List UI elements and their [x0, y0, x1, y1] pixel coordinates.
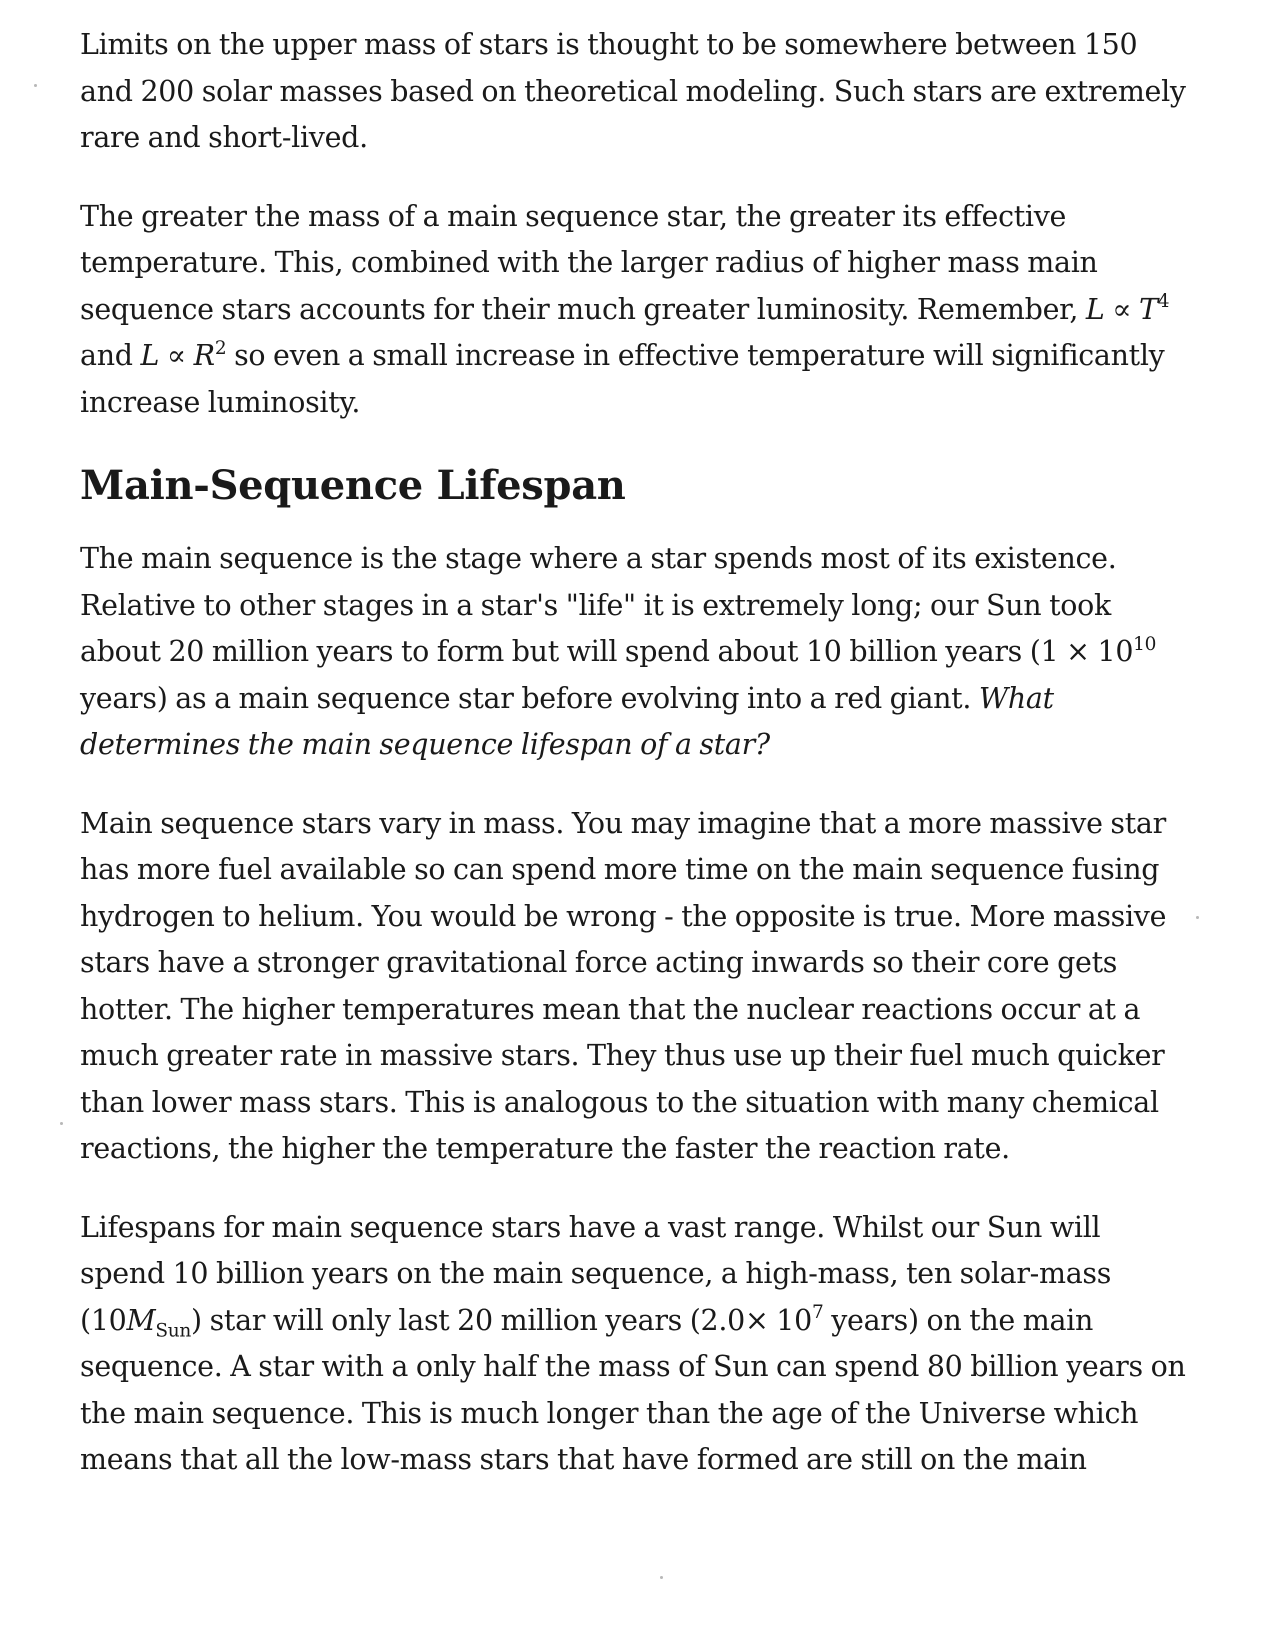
- temperature-exponent: 4: [1157, 291, 1170, 313]
- scan-speck: [1196, 916, 1199, 919]
- proportional-symbol: ∝: [1112, 292, 1132, 326]
- luminosity-symbol: L: [1085, 292, 1105, 326]
- radius-exponent: 2: [214, 337, 227, 359]
- lifespan-question: What determines the main sequence lifespan of a star?: [80, 681, 1054, 761]
- paragraph-mass-and-fuel: Main sequence stars vary in mass. You may imagine that a more massive star has more fuel available so can spend more time on the main sequence fusing hydrogen to helium. You would be wrong - the opposite is true. More massive stars have a stronger gravitational force acting inwards so their core gets hotter. The higher temperatures mean that the nuclear reactions occur at a much greater rate in massive stars. They thus use up their fuel much quicker than lower mass stars. This is analogous to the situation with many chemical reactions, the higher the temperature the faster the reaction rate.: [80, 806, 1167, 1165]
- radius-symbol: R: [193, 339, 215, 372]
- solar-mass-symbol: M: [126, 1303, 156, 1337]
- scan-speck: [660, 1576, 663, 1579]
- power-of-ten-exponent: 10: [1133, 633, 1157, 655]
- paragraph-lifespan-range: Lifespans for main sequence stars have a vast range. Whilst our Sun will spend 10 billion years on the main sequence, a high-mass, ten solar-mass $(10M_{Sun})$ star will only last 20 million years ($2.0\times 10^7$ years) on the main sequence. A star with a only half the mass of Sun can spend 80 billion years on the main sequence. This is much longer than the age of the Universe which means that all the low-mass stars that have formed are still on the main: [80, 1210, 1186, 1476]
- luminosity-symbol: L: [140, 339, 160, 372]
- section-heading: Main-Sequence Lifespan: [80, 462, 626, 509]
- paragraph-main-sequence-stage: The main sequence is the stage where a star spends most of its existence. Relative to other stages in a star's "life" it is extremely long; our Sun took about 20 million years to form but will spend about 10 billion years ($1 \times 10^{10}$ years) as a main sequence star before evolving into a red giant. What determines the main sequence lifespan of a star?: [80, 542, 1157, 761]
- solar-mass-subscript: Sun: [155, 1320, 192, 1342]
- proportional-symbol: ∝: [166, 339, 186, 372]
- power-of-ten-exponent: 7: [811, 1302, 824, 1324]
- scan-speck: [34, 84, 37, 87]
- paragraph-mass-temperature: The greater the mass of a main sequence star, the greater its effective temperature. This, combined with the larger radius of higher mass main sequence stars accounts for their much greater luminosity. Remember, $L \propto T^4$ and $L \propto R^2$ so even a small increase in effective temperature will significantly increase luminosity.: [80, 199, 1170, 419]
- temperature-symbol: T: [1139, 292, 1158, 326]
- paragraph-upper-mass-limit: Limits on the upper mass of stars is thought to be somewhere between 150 and 200 solar masses based on theoretical modeling. Such stars are extremely rare and short-lived.: [80, 28, 1186, 154]
- scan-speck: [60, 1122, 63, 1125]
- document-page: [80, 22, 1190, 1516]
